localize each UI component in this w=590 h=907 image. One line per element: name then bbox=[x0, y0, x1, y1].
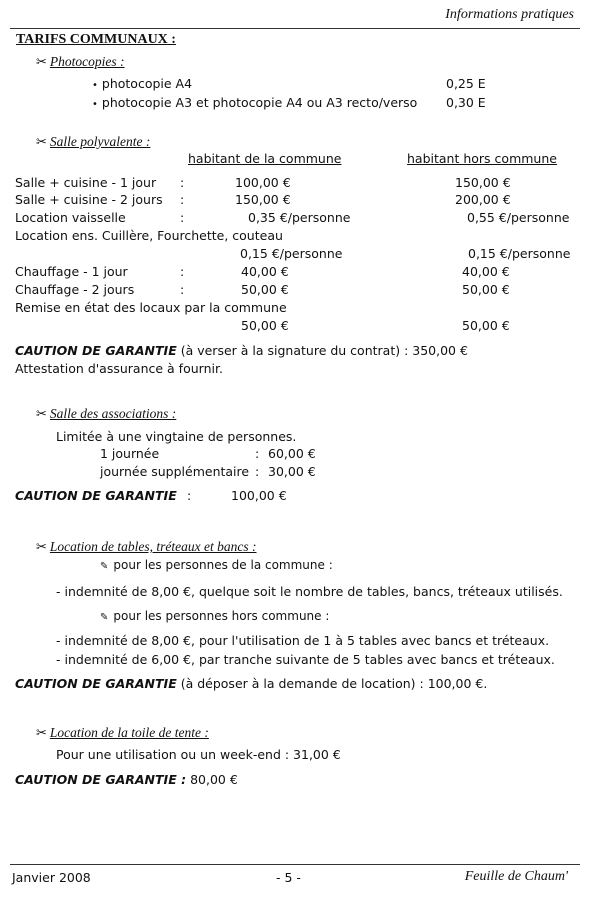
scissors-icon: ✂ bbox=[36, 55, 47, 70]
tarif-label: Salle + cuisine - 2 jours bbox=[15, 192, 163, 207]
tarif-label: Chauffage - 2 jours bbox=[15, 282, 135, 297]
photocopy-price: 0,25 E bbox=[446, 76, 486, 91]
tarif-separator: : bbox=[255, 446, 260, 461]
bullet-icon: • bbox=[92, 99, 98, 110]
tarif-label: Remise en état des locaux par la commune bbox=[15, 300, 287, 315]
photocopy-price: 0,30 E bbox=[446, 95, 486, 110]
toile-tente-title: Location de la toile de tente : bbox=[49, 725, 209, 740]
tarif-label: journée supplémentaire bbox=[100, 464, 250, 479]
tarif-hors-commune: 200,00 € bbox=[455, 192, 511, 207]
tarif-habitant: 100,00 € bbox=[235, 175, 291, 190]
caution-text: (à déposer à la demande de location) : 100,00 €. bbox=[176, 676, 488, 691]
scissors-icon: ✂ bbox=[36, 135, 47, 150]
pointer-icon: ✎ bbox=[100, 561, 109, 572]
caution-separator: : bbox=[187, 488, 192, 503]
tarif-label: Location ens. Cuillère, Fourchette, couteau bbox=[15, 228, 283, 243]
caution-amount: 80,00 € bbox=[186, 772, 238, 787]
tarif-label: Location vaisselle bbox=[15, 210, 126, 225]
caution-label: CAUTION DE GARANTIE : bbox=[15, 772, 187, 787]
tarif-price: 60,00 € bbox=[268, 446, 316, 461]
tarif-separator: : bbox=[180, 264, 185, 279]
scissors-icon: ✂ bbox=[36, 407, 47, 422]
tarif-separator: : bbox=[180, 192, 185, 207]
caution-amount: 100,00 € bbox=[231, 488, 287, 503]
indemnite-hors-1-5: - indemnité de 8,00 €, pour l'utilisation de 1 à 5 tables avec bancs et tréteaux. bbox=[56, 633, 550, 648]
insurance-note: Attestation d'assurance à fournir. bbox=[15, 361, 223, 376]
tarif-hors-commune: 0,15 €/personne bbox=[468, 246, 571, 261]
tarif-hors-commune: 150,00 € bbox=[455, 175, 511, 190]
footer-publication: Feuille de Chaum' bbox=[464, 869, 568, 884]
salle-polyvalente-heading bbox=[36, 131, 150, 150]
header-rule bbox=[10, 28, 580, 29]
toile-tente-tarif: Pour une utilisation ou un week-end : 31,00 € bbox=[56, 747, 341, 762]
photocopy-item-a3 bbox=[92, 95, 417, 110]
column-header-habitant: habitant de la commune bbox=[188, 151, 342, 166]
salle-associations-heading bbox=[36, 403, 176, 422]
page-number: - 5 - bbox=[276, 870, 301, 885]
location-tables-heading bbox=[36, 536, 257, 555]
tarif-price: 30,00 € bbox=[268, 464, 316, 479]
caution-toile-tente bbox=[15, 772, 238, 787]
header-section-title: Informations pratiques bbox=[445, 7, 574, 22]
tarif-label: 1 journée bbox=[100, 446, 160, 461]
toile-tente-heading bbox=[36, 722, 209, 741]
photocopy-label: photocopie A4 bbox=[101, 76, 193, 91]
tarif-separator: : bbox=[180, 210, 185, 225]
photocopies-heading bbox=[36, 51, 125, 70]
indemnite-commune: - indemnité de 8,00 €, quelque soit le nombre de tables, bancs, tréteaux utilisés. bbox=[56, 584, 563, 599]
column-header-hors-commune: habitant hors commune bbox=[407, 151, 557, 166]
caution-text: (à verser à la signature du contrat) : 350,00 € bbox=[176, 343, 468, 358]
tarif-habitant: 40,00 € bbox=[241, 264, 289, 279]
tarif-habitant: 150,00 € bbox=[235, 192, 291, 207]
tarif-label: Salle + cuisine - 1 jour bbox=[15, 175, 157, 190]
footer-date: Janvier 2008 bbox=[12, 870, 91, 885]
sub-hors-commune bbox=[100, 609, 329, 623]
photocopies-title: Photocopies : bbox=[49, 54, 125, 69]
tarif-habitant: 0,15 €/personne bbox=[240, 246, 343, 261]
tarif-hors-commune: 40,00 € bbox=[462, 264, 510, 279]
sub-hors-commune-label: pour les personnes hors commune : bbox=[113, 609, 330, 623]
salle-polyvalente-title: Salle polyvalente : bbox=[49, 134, 151, 149]
tarif-separator: : bbox=[255, 464, 260, 479]
tarif-hors-commune: 50,00 € bbox=[462, 318, 510, 333]
bullet-icon: • bbox=[92, 80, 98, 91]
tarif-separator: : bbox=[180, 175, 185, 190]
page-title: TARIFS COMMUNAUX : bbox=[16, 32, 176, 47]
footer-rule bbox=[10, 864, 580, 865]
sub-commune bbox=[100, 558, 333, 572]
salle-associations-title: Salle des associations : bbox=[49, 406, 177, 421]
tarif-separator: : bbox=[180, 282, 185, 297]
caution-label: CAUTION DE GARANTIE bbox=[15, 676, 177, 691]
tarif-hors-commune: 0,55 €/personne bbox=[467, 210, 570, 225]
location-tables-title: Location de tables, tréteaux et bancs : bbox=[49, 539, 257, 554]
scissors-icon: ✂ bbox=[36, 540, 47, 555]
scissors-icon: ✂ bbox=[36, 726, 47, 741]
indemnite-hors-suivante: - indemnité de 6,00 €, par tranche suivante de 5 tables avec bancs et tréteaux. bbox=[56, 652, 555, 667]
tarif-habitant: 0,35 €/personne bbox=[248, 210, 351, 225]
pointer-icon: ✎ bbox=[100, 612, 109, 623]
tarif-label: Chauffage - 1 jour bbox=[15, 264, 128, 279]
tarif-habitant: 50,00 € bbox=[241, 318, 289, 333]
caution-location-tables bbox=[15, 676, 487, 691]
tarif-hors-commune: 50,00 € bbox=[462, 282, 510, 297]
caution-salle-polyvalente bbox=[15, 343, 468, 358]
tarif-habitant: 50,00 € bbox=[241, 282, 289, 297]
caution-label: CAUTION DE GARANTIE bbox=[15, 343, 177, 358]
photocopy-label: photocopie A3 et photocopie A4 ou A3 recto/verso bbox=[101, 95, 418, 110]
capacity-note: Limitée à une vingtaine de personnes. bbox=[56, 429, 297, 444]
sub-commune-label: pour les personnes de la commune : bbox=[113, 558, 333, 572]
photocopy-item-a4 bbox=[92, 76, 192, 91]
caution-label: CAUTION DE GARANTIE bbox=[15, 488, 177, 503]
